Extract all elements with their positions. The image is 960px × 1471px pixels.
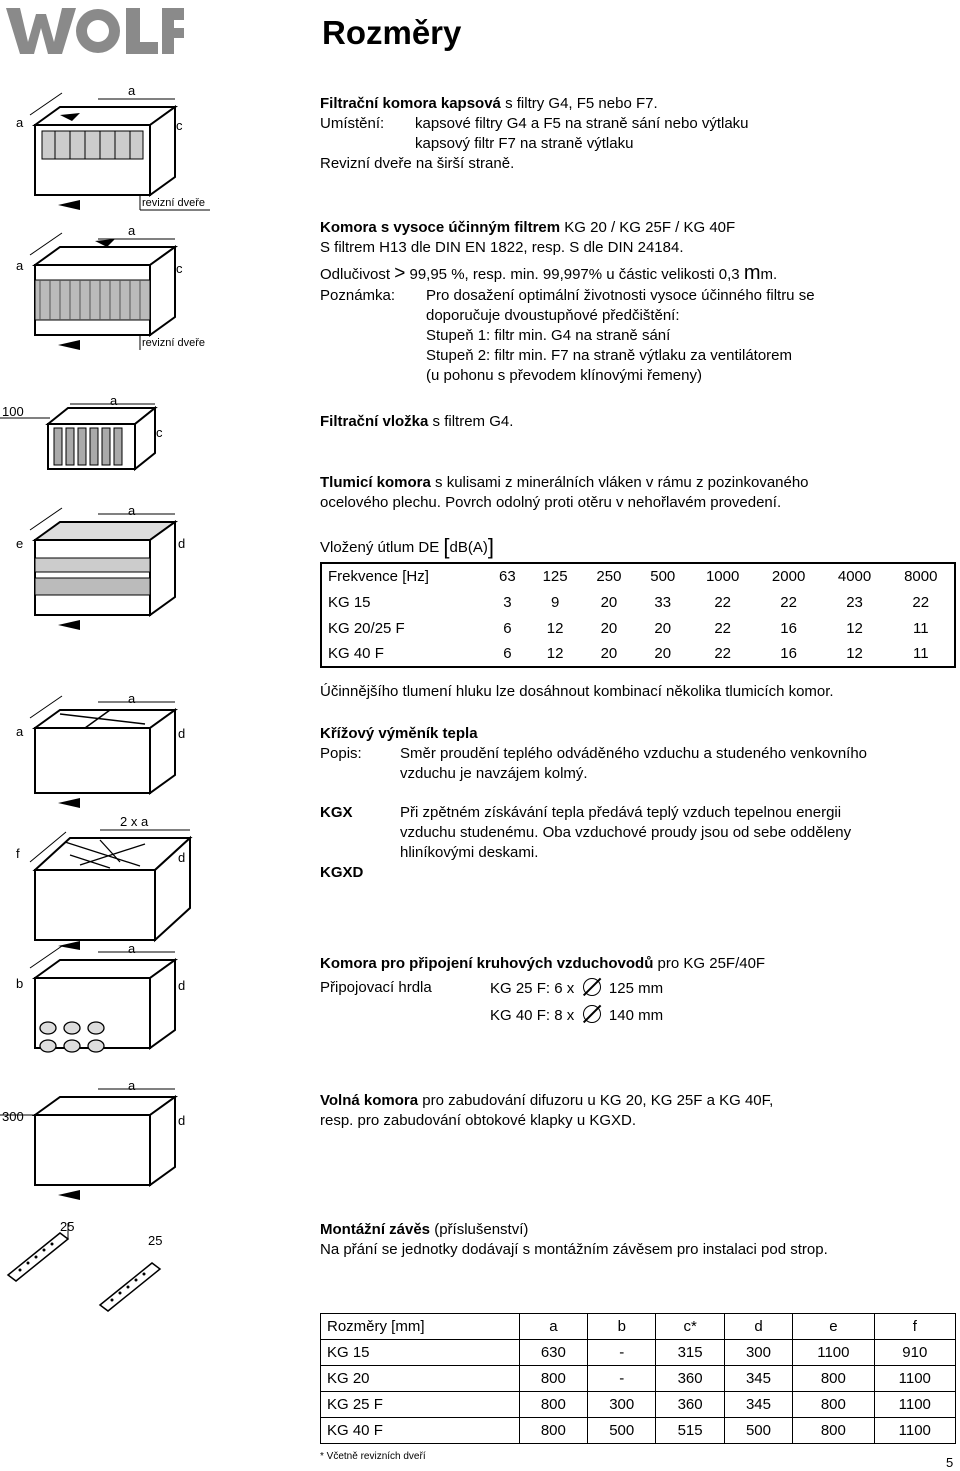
dim-d: d — [178, 536, 186, 551]
page-number: 5 — [946, 1455, 954, 1470]
hepa-note-5: (u pohonu s převodem klínovými řemeny) — [426, 367, 702, 384]
dim-a-side: a — [16, 258, 24, 273]
round-conn-1: KG 25 F: 6 x 125 mm — [490, 980, 664, 997]
hepa-note-label: Poznámka: — [320, 287, 396, 304]
dim-f: f — [16, 846, 20, 861]
dim-d: d — [178, 850, 186, 865]
attenuation-caption: Vložený útlum DE [dB(A)] — [320, 534, 494, 559]
dim-d: d — [178, 726, 186, 741]
footnote: * Včetně revizních dveří — [320, 1451, 426, 1462]
kgx-label: KGX — [320, 804, 353, 821]
dim-100: 100 — [2, 404, 24, 419]
bag-filter-location-label: Umístění: — [320, 115, 385, 132]
hepa-note-4: Stupeň 2: filtr min. F7 na straně výtlaku za ventilátorem — [426, 347, 792, 364]
dim-c: c — [156, 425, 163, 440]
dim-b: b — [16, 976, 24, 991]
table-row: KG 25 F 800 300 360 345 800 1100 — [321, 1392, 956, 1418]
dim-a: a — [128, 503, 136, 518]
dim-a-top: a — [128, 85, 136, 98]
kgxd-label: KGXD — [320, 864, 364, 881]
table-row: KG 40 F 6 12 20 20 22 16 12 11 — [328, 645, 929, 662]
dim-e: e — [16, 536, 24, 551]
round-title: Komora pro připojení kruhových vzduchovodů pro KG 25F/40F — [320, 955, 766, 972]
hepa-figure — [0, 225, 230, 355]
table-row: KG 20/25 F 6 12 20 20 22 16 12 11 — [328, 619, 929, 637]
table-row: KG 15 3 9 20 33 22 22 23 22 — [328, 593, 930, 611]
wolf-logo — [4, 4, 186, 58]
table-header-row: Frekvence [Hz] 63 125 250 500 1000 2000 4000 8000 — [328, 568, 938, 585]
dim-300: 300 — [2, 1109, 24, 1124]
dim-d: d — [178, 1113, 186, 1128]
mount-title: Montážní závěs (příslušenství) — [320, 1221, 529, 1238]
hepa-note-2: doporučuje dvoustupňové předčištění: — [426, 307, 680, 324]
dim-a: a — [128, 1078, 136, 1093]
dim-a: a — [128, 941, 136, 956]
door-label: revizní dveře — [142, 337, 205, 349]
table-row: KG 40 F 800 500 515 500 800 1100 — [321, 1418, 956, 1444]
exchanger-info-3: hliníkovými deskami. — [400, 844, 539, 861]
bag-filter-location-1: kapsové filtry G4 a F5 na straně sání nebo výtlaku — [415, 115, 749, 132]
empty-title: Volná komora pro zabudování difuzoru u KG 20, KG 25F a KG 40F, — [320, 1092, 774, 1109]
empty-chamber-figure — [0, 1075, 230, 1205]
hepa-line-2: Odlučivost > 99,95 %, resp. min. 99,997% u částic velikosti 0,3 mm. — [320, 262, 778, 284]
dim-a-side: a — [16, 724, 24, 739]
exchanger-double-figure — [0, 810, 230, 950]
dim-25-b: 25 — [148, 1233, 163, 1248]
dim-c: c — [176, 118, 183, 133]
hepa-line-1: S filtrem H13 dle DIN EN 1822, resp. S dle DIN 24184. — [320, 239, 684, 256]
round-conn-label: Připojovací hrdla — [320, 979, 432, 996]
dim-d: d — [178, 978, 186, 993]
diameter-icon — [583, 1005, 601, 1023]
dim-c: c — [176, 261, 183, 276]
bag-filter-location-2: kapsový filtr F7 na straně výtlaku — [415, 135, 634, 152]
dim-a-side: a — [16, 115, 24, 130]
round-connection-figure — [0, 938, 230, 1068]
dim-25-a: 25 — [60, 1219, 75, 1234]
bag-filter-door-note: Revizní dveře na širší straně. — [320, 155, 515, 172]
exchanger-info-2: vzduchu studenému. Oba vzduchové proudy jsou od sebe odděleny — [400, 824, 852, 841]
silencer-title: Tlumicí komora s kulisami z minerálních vláken v rámu z pozinkovaného — [320, 474, 809, 491]
bag-filter-title: Filtrační komora kapsová s filtry G4, F5 nebo F7. — [320, 95, 658, 112]
mount-line-2: Na přání se jednotky dodávají s montážním závěsem pro instalaci pod strop. — [320, 1241, 828, 1258]
exchanger-info-1: Při zpětném získávání tepla předává teplý vzduch tepelnou energii — [400, 804, 842, 821]
dim-a-top: a — [128, 691, 136, 706]
silencer-figure — [0, 500, 230, 645]
dimensions-table — [320, 1313, 956, 1444]
diameter-icon — [583, 978, 601, 996]
hepa-note-1: Pro dosažení optimální životnosti vysoce účinného filtru se — [426, 287, 815, 304]
silencer-after-table: Účinnějšího tlumení hluku lze dosáhnout kombinací několika tlumicích komor. — [320, 683, 834, 700]
filter-insert-figure — [0, 392, 230, 482]
insert-title: Filtrační vložka s filtrem G4. — [320, 413, 514, 430]
empty-line-2: resp. pro zabudování obtokové klapky u KGXD. — [320, 1112, 637, 1129]
dim-a: a — [110, 393, 118, 408]
silencer-line-2: ocelového plechu. Povrch odolný proti otěru v nehořlavém provedení. — [320, 494, 782, 511]
exchanger-title: Křížový výměník tepla — [320, 725, 478, 742]
mounting-rail-figure — [0, 1215, 230, 1325]
attenuation-table — [320, 562, 956, 668]
exchanger-desc-2: vzduchu je navzájem kolmý. — [400, 765, 588, 782]
table-header-row: Rozměry [mm] a b c* d e f — [321, 1314, 956, 1340]
hepa-note-3: Stupeň 1: filtr min. G4 na straně sání — [426, 327, 671, 344]
round-conn-2: KG 40 F: 8 x 140 mm — [490, 1007, 664, 1024]
exchanger-figure — [0, 688, 230, 808]
exchanger-desc-label: Popis: — [320, 745, 362, 762]
exchanger-desc-1: Směr proudění teplého odváděného vzduchu a studeného venkovního — [400, 745, 868, 762]
hepa-title: Komora s vysoce účinným filtrem KG 20 / KG 25F / KG 40F — [320, 219, 736, 236]
dim-2xa: 2 x a — [120, 814, 149, 829]
table-row: KG 15 630 - 315 300 1100 910 — [321, 1340, 956, 1366]
bag-filter-figure — [0, 85, 230, 215]
door-label: revizní dveře — [142, 197, 205, 209]
dim-a-top: a — [128, 225, 136, 238]
table-row: KG 20 800 - 360 345 800 1100 — [321, 1366, 956, 1392]
page-title: Rozměry — [322, 14, 462, 51]
